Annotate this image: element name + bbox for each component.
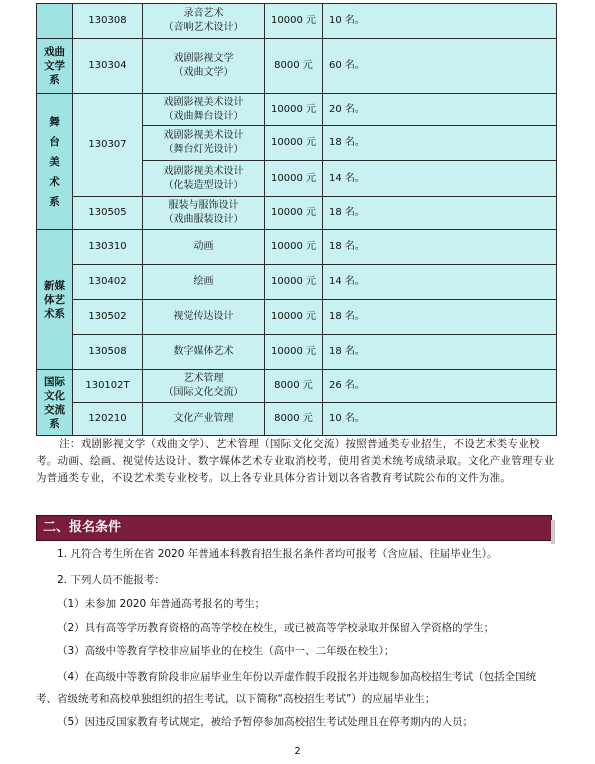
major-name xyxy=(143,197,265,230)
major-name xyxy=(143,230,265,265)
major-name-line: 绘画 xyxy=(193,276,214,287)
major-name-line: 戏剧影视文学 xyxy=(173,53,234,64)
dept-cell xyxy=(37,4,73,39)
major-name xyxy=(143,403,265,436)
tuition-fee: 10000 元 xyxy=(265,94,323,126)
major-name-line: 动画 xyxy=(193,241,214,252)
table-note: 注：戏剧影视文学（戏曲文学）、艺术管理（国际文化交流）按照普通类专业招生，不设艺术类专业校考。动画、绘画、视觉传达设计、数字媒体艺术专业取消校考，使用省美术统考成绩录取。文化产业管理专业为普通类专业，不设艺术类专业校考。以上各专业具体分省计划以各省教育考试院公布的文件为准。 xyxy=(36,438,555,484)
major-direction: （舞台灯光设计） xyxy=(163,144,244,155)
major-name-line: 戏剧影视美术设计 xyxy=(163,165,244,177)
table-row xyxy=(37,39,557,94)
major-code: 130502 xyxy=(73,300,143,335)
quota: 10 名。 xyxy=(323,403,557,436)
table-row xyxy=(37,335,557,370)
paragraph-3: （1）未参加 2020 年普通高考报名的考生； xyxy=(57,598,266,610)
major-name-line: 艺术管理 xyxy=(183,373,224,384)
major-name xyxy=(143,300,265,335)
tuition-fee: 10000 元 xyxy=(265,230,323,265)
tuition-fee: 10000 元 xyxy=(265,197,323,230)
section-title: 二、报名条件 xyxy=(43,520,122,535)
paragraph-5: （3）高级中等教育学校非应届毕业的在校生（高中一、二年级在校生）； xyxy=(57,645,395,657)
dept-cell-international xyxy=(37,370,73,436)
table-row xyxy=(37,370,557,403)
tuition-fee: 10000 元 xyxy=(265,161,323,197)
major-name-line: 录音艺术 xyxy=(183,8,224,19)
dept-name: 国际文化交流系 xyxy=(44,375,65,430)
major-name xyxy=(143,370,265,403)
major-code: 130304 xyxy=(73,39,143,94)
tuition-fee: 8000 元 xyxy=(265,39,323,94)
major-code: 130308 xyxy=(73,4,143,39)
dept-name: 戏曲文学系 xyxy=(44,46,65,86)
quota: 18 名。 xyxy=(323,230,557,265)
major-name-line: 戏剧影视美术设计 xyxy=(163,96,244,108)
major-code: 130402 xyxy=(73,265,143,300)
tuition-fee: 10000 元 xyxy=(265,265,323,300)
major-direction: （戏曲服装设计） xyxy=(163,214,244,225)
major-name-line: 服装与服饰设计 xyxy=(168,200,239,211)
tuition-fee: 10000 元 xyxy=(265,300,323,335)
major-code: 130307 xyxy=(73,94,143,197)
major-name xyxy=(143,126,265,161)
tuition-fee: 8000 元 xyxy=(265,403,323,436)
paragraph-6: （4）在高级中等教育阶段非应届毕业生年份以弄虚作假手段报名并违规参加高校招生考试（包括全国统考、省级统考和高校单独组织的招生考试，以下简称“高校招生考试”）的应届毕业生； xyxy=(36,671,537,705)
quota: 14 名。 xyxy=(323,161,557,197)
major-code: 130310 xyxy=(73,230,143,265)
table-row xyxy=(37,197,557,230)
tuition-fee: 10000 元 xyxy=(265,126,323,161)
major-direction: （戏曲舞台设计） xyxy=(163,110,244,122)
major-direction: （戏曲文学） xyxy=(173,67,234,78)
tuition-fee: 10000 元 xyxy=(265,4,323,39)
paragraph-7: （5）因违反国家教育考试规定，被给予暂停参加高校招生考试处理且在停考期内的人员； xyxy=(57,716,474,728)
major-name xyxy=(143,265,265,300)
table-row xyxy=(37,230,557,265)
major-code: 130505 xyxy=(73,197,143,230)
quota: 60 名。 xyxy=(323,39,557,94)
dept-cell-drama-literature xyxy=(37,39,73,94)
section-shadow xyxy=(551,520,555,544)
quota: 18 名。 xyxy=(323,197,557,230)
major-name xyxy=(143,39,265,94)
tuition-fee: 10000 元 xyxy=(265,335,323,370)
section-header xyxy=(36,515,552,541)
quota: 18 名。 xyxy=(323,300,557,335)
major-name-line: 文化产业管理 xyxy=(173,413,234,424)
major-code: 120210 xyxy=(73,403,143,436)
page-number: 2 xyxy=(294,746,301,757)
quota: 14 名。 xyxy=(323,265,557,300)
dept-cell-stage-art xyxy=(37,94,73,230)
dept-name: 舞台美术系 xyxy=(49,115,60,208)
major-name-line: 视觉传达设计 xyxy=(173,311,234,322)
major-direction: （化装造型设计） xyxy=(163,179,244,191)
table-row xyxy=(37,94,557,126)
quota: 20 名。 xyxy=(323,94,557,126)
tuition-fee: 8000 元 xyxy=(265,370,323,403)
table-row xyxy=(37,4,557,39)
enrollment-plan-table xyxy=(36,3,557,436)
dept-name: 新媒体艺术系 xyxy=(44,279,65,320)
major-name xyxy=(143,4,265,39)
major-name xyxy=(143,94,265,126)
paragraph-1: 1. 凡符合考生所在省 2020 年普通本科教育招生报名条件者均可报考（含应届、往届毕业生）。 xyxy=(57,548,498,560)
paragraph-4: （2）具有高等学历教育资格的高等学校在校生，或已被高等学校录取并保留入学资格的学生； xyxy=(57,622,495,634)
dept-cell-new-media xyxy=(37,230,73,370)
quota: 18 名。 xyxy=(323,335,557,370)
major-name-line: 数字媒体艺术 xyxy=(173,346,234,357)
table-row xyxy=(37,265,557,300)
major-name xyxy=(143,335,265,370)
paragraph-2: 2. 下列人员不能报考： xyxy=(57,574,165,586)
major-code: 130102T xyxy=(73,370,143,403)
major-direction: （音响艺术设计） xyxy=(163,22,244,33)
quota: 10 名。 xyxy=(323,4,557,39)
major-name xyxy=(143,161,265,197)
quota: 26 名。 xyxy=(323,370,557,403)
major-code: 130508 xyxy=(73,335,143,370)
major-name-line: 戏剧影视美术设计 xyxy=(163,130,244,141)
major-direction: （国际文化交流） xyxy=(163,387,244,398)
quota: 18 名。 xyxy=(323,126,557,161)
table-row xyxy=(37,300,557,335)
table-row xyxy=(37,403,557,436)
